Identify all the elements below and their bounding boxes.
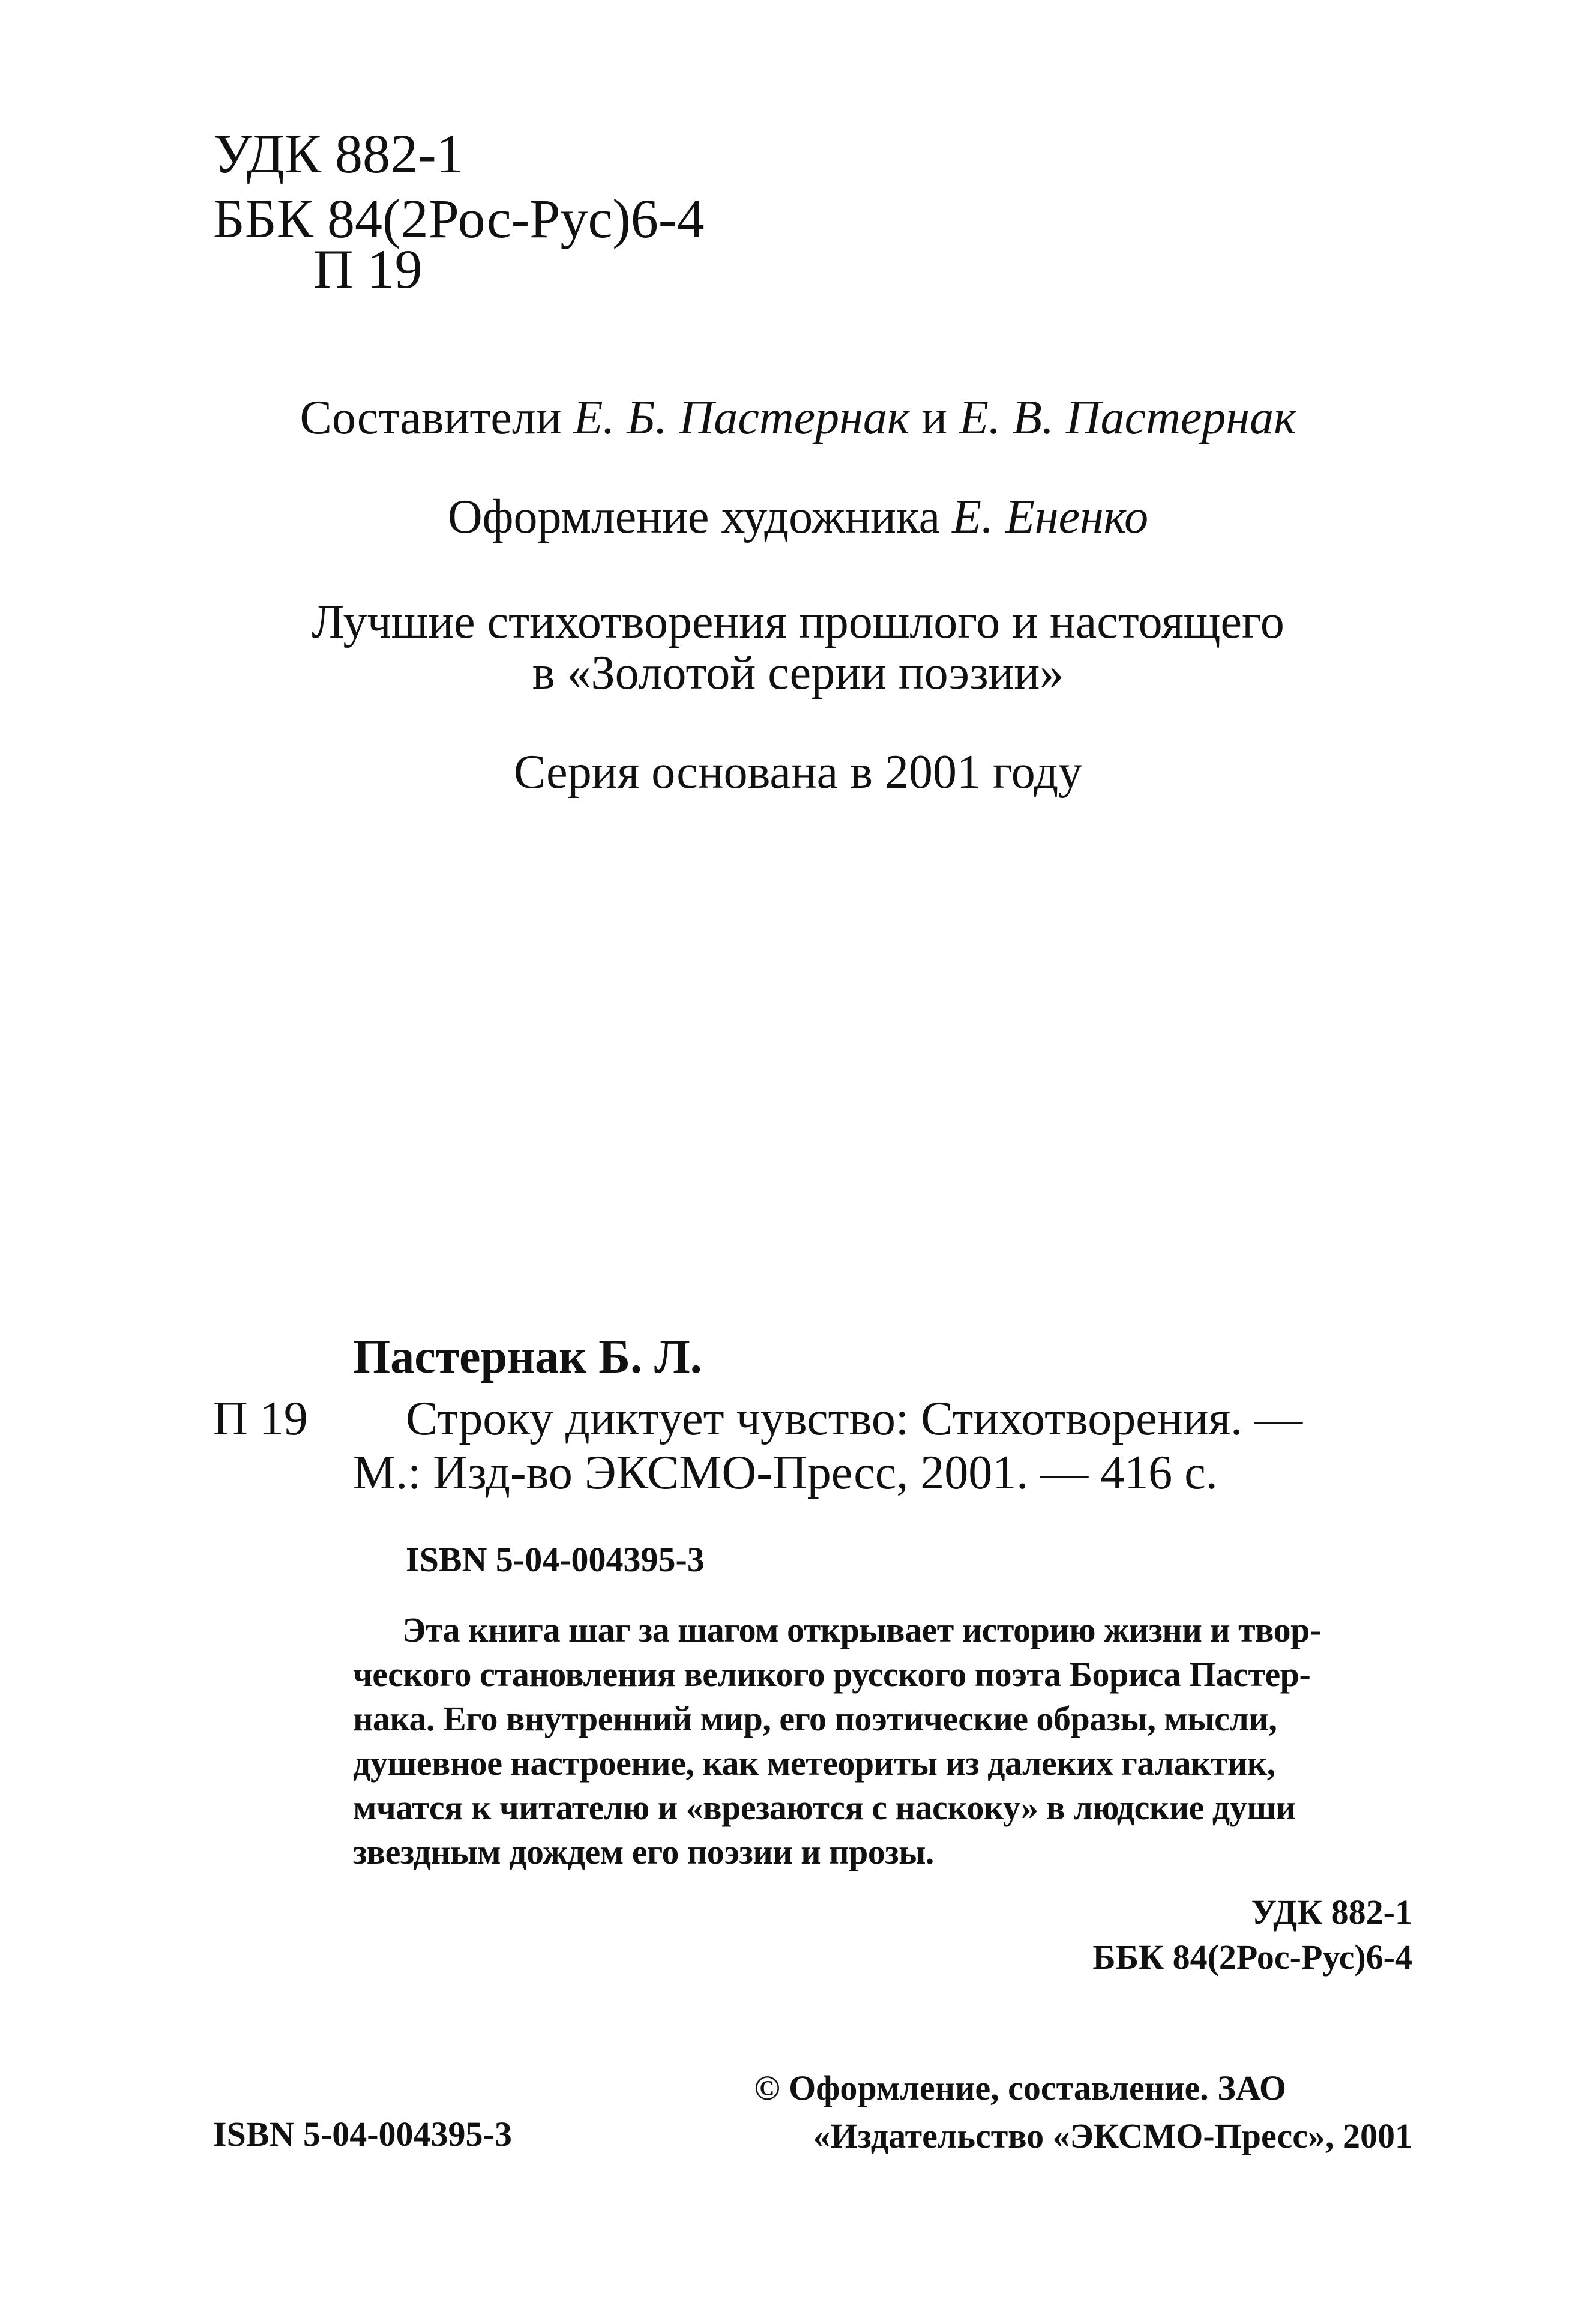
footer-isbn: ISBN 5-04-004395-3 xyxy=(213,2115,512,2154)
annotation-line: ческого становления великого русского поэта Бориса Пастер- xyxy=(353,1655,1311,1694)
annotation-line: Эта книга шаг за шагом открывает историю жизни и твор- xyxy=(402,1610,1321,1649)
series-description-line-2: в «Золотой серии поэзии» xyxy=(532,647,1064,699)
series-description-line-1: Лучшие стихотворения прошлого и настоящего xyxy=(312,596,1284,648)
bbk-code: ББК 84(2Рос-Рус)6-4 xyxy=(213,188,705,249)
record-author: Пастернак Б. Л. xyxy=(353,1331,702,1383)
design-label: Оформление художника xyxy=(447,491,941,543)
record-bbk: ББК 84(2Рос-Рус)6-4 xyxy=(1092,1938,1412,1977)
series-founded: Серия основана в 2001 году xyxy=(513,746,1083,799)
record-isbn: ISBN 5-04-004395-3 xyxy=(406,1540,705,1579)
conjunction: и xyxy=(921,391,948,444)
annotation-line: нака. Его внутренний мир, его поэтические образы, мысли, xyxy=(353,1699,1277,1738)
author-mark: П 19 xyxy=(313,238,423,300)
annotation xyxy=(353,1608,1412,1874)
design-credit-line xyxy=(0,489,1596,545)
copyright-line-2: «Издательство «ЭКСМО-Пресс», 2001 xyxy=(813,2116,1412,2155)
record-author-mark: П 19 xyxy=(213,1392,308,1445)
record-title: Строку диктует чувство: Стихотворения. — xyxy=(406,1392,1303,1445)
udk-code: УДК 882-1 xyxy=(213,123,464,184)
annotation-line: мчатся к читателю и «врезаются с наскоку» в людские души xyxy=(353,1788,1296,1827)
compilers-line xyxy=(0,390,1596,446)
designer-name: Е. Ененко xyxy=(952,491,1149,543)
compiler-2: Е. В. Пастернак xyxy=(959,391,1296,444)
copyright-notice xyxy=(754,2064,1412,2160)
record-udk: УДК 882-1 xyxy=(1251,1893,1412,1932)
annotation-line: звездным дождем его поэзии и прозы. xyxy=(353,1832,934,1871)
annotation-line: душевное настроение, как метеориты из далеких галактик, xyxy=(353,1744,1275,1783)
compilers-label: Составители xyxy=(300,391,562,444)
record-imprint: М.: Изд-во ЭКСМО-Пресс, 2001. — 416 с. xyxy=(353,1446,1218,1499)
compiler-1: Е. Б. Пастернак xyxy=(573,391,910,444)
copyright-line-1: © Оформление, составление. ЗАО xyxy=(754,2068,1286,2107)
